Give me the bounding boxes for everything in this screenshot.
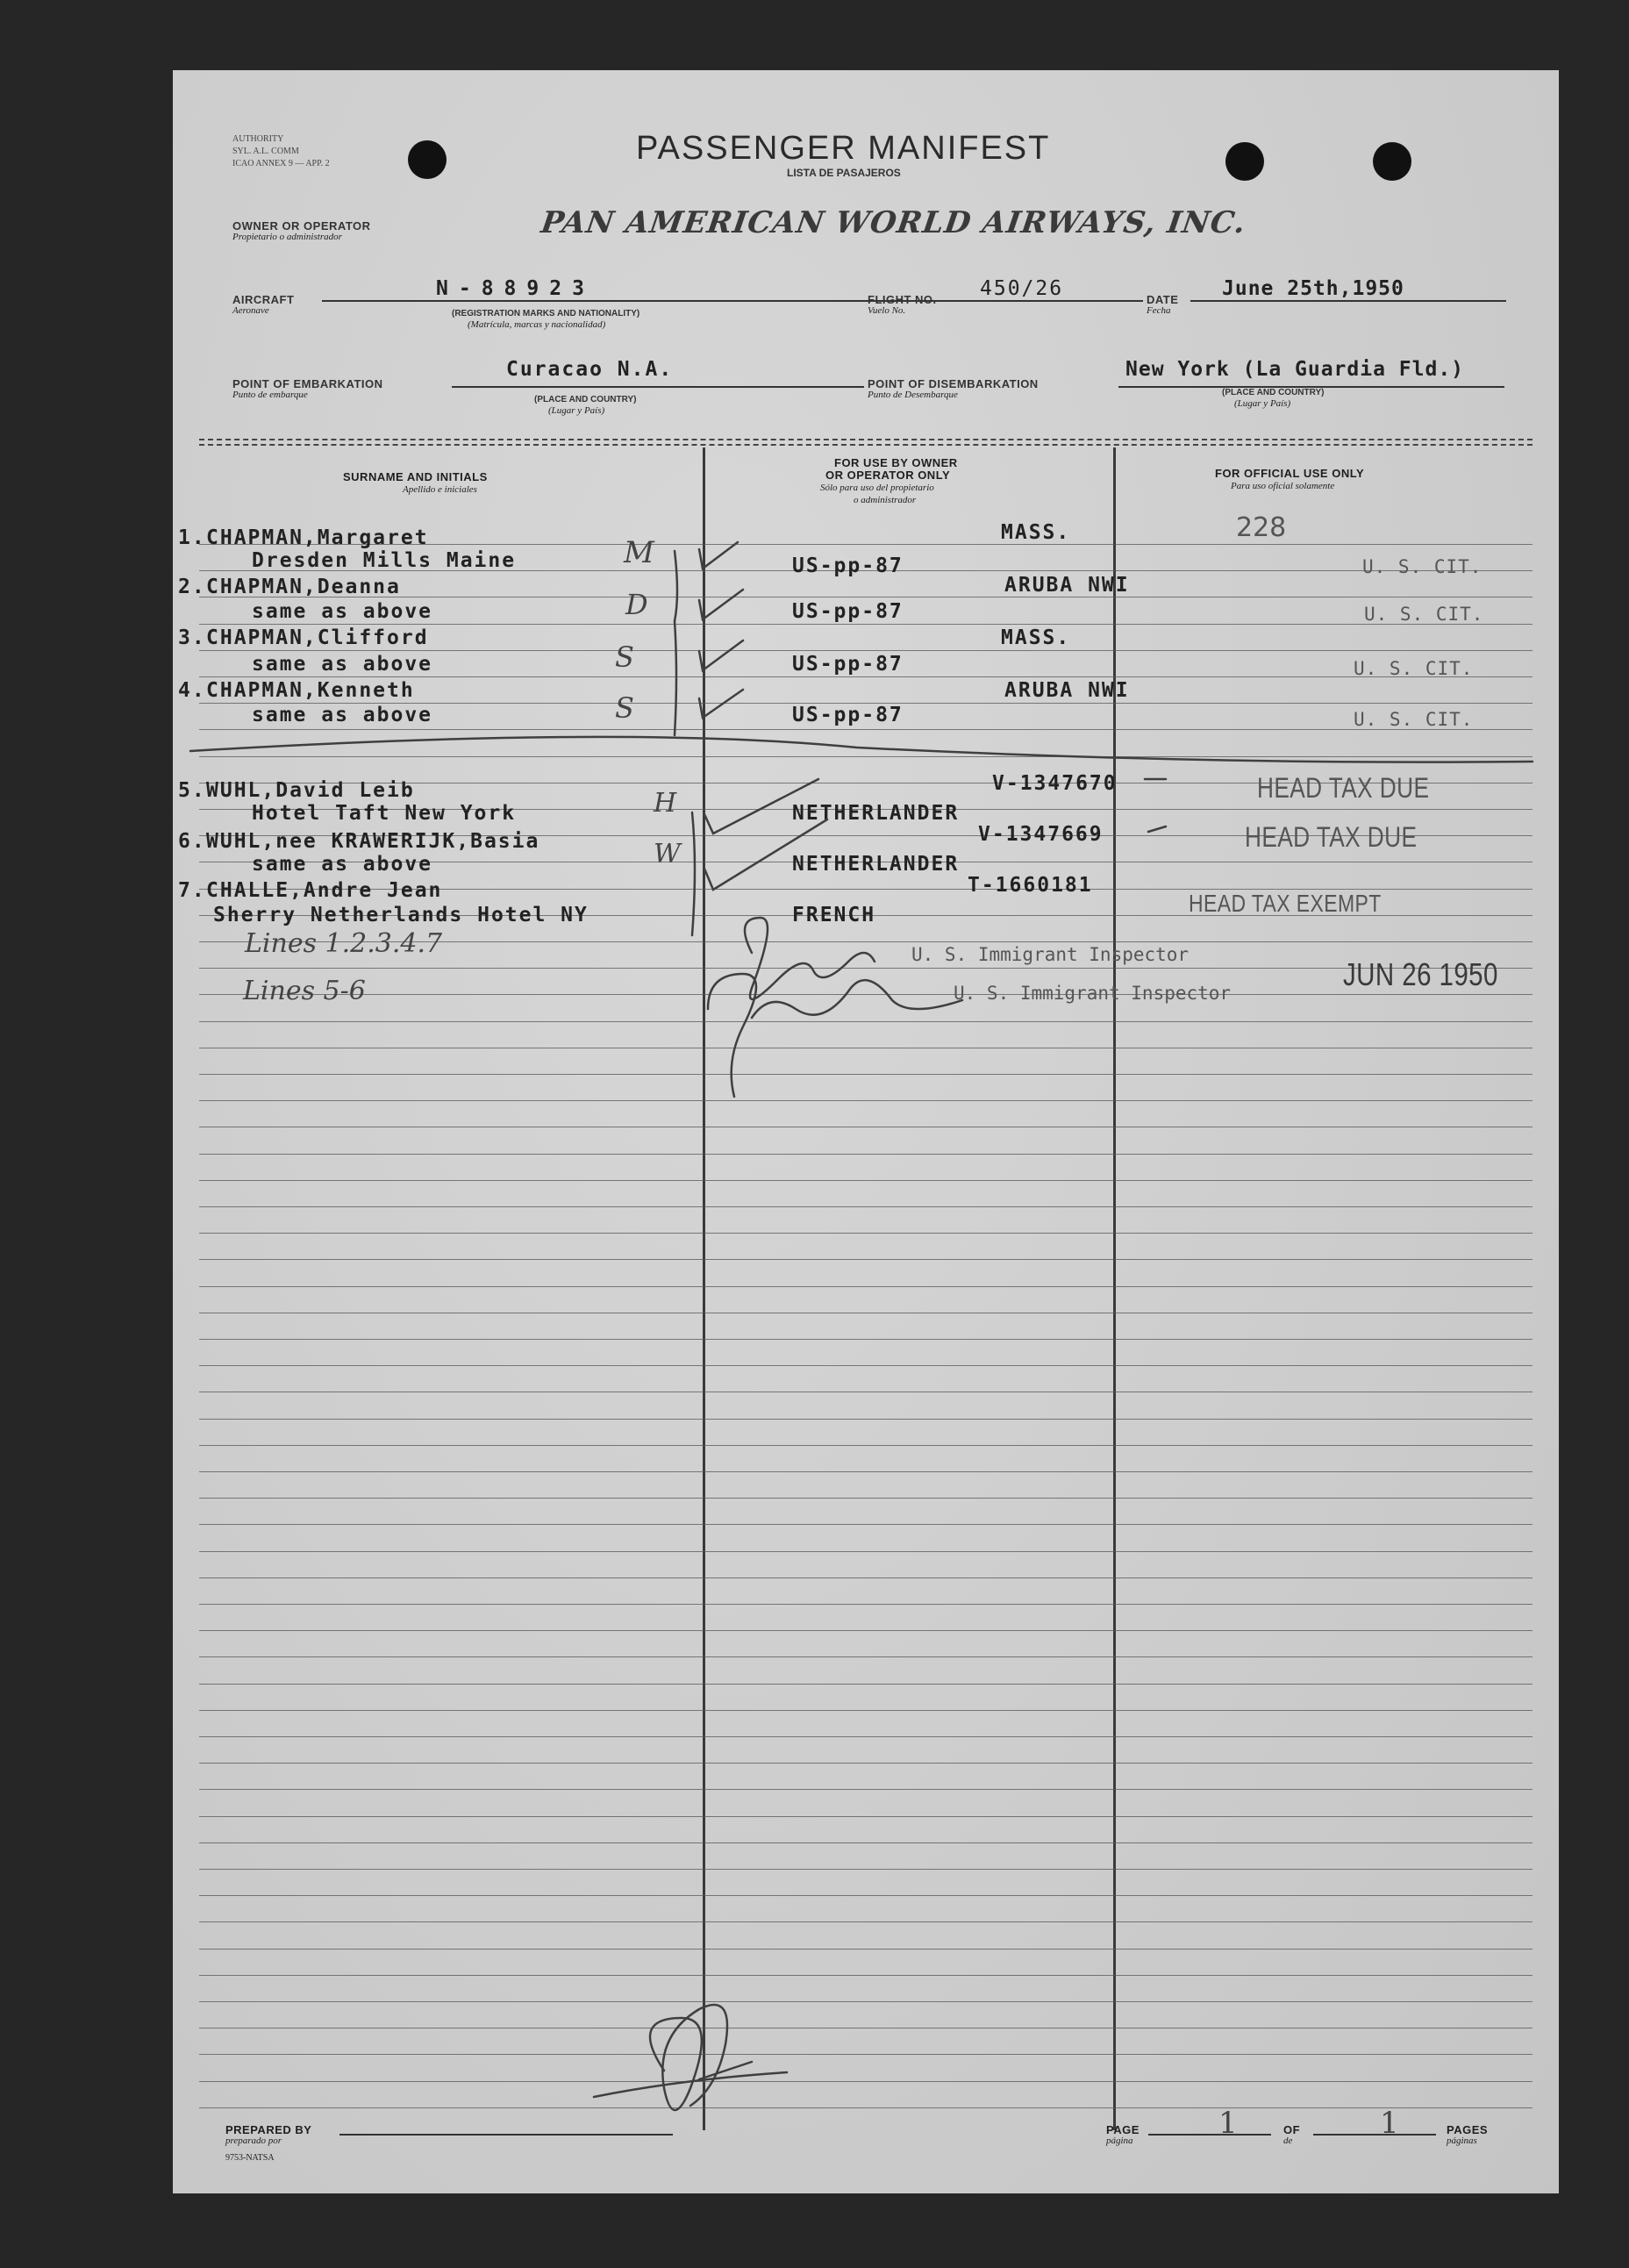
passenger-origin: MASS.	[1001, 521, 1071, 544]
flight-label-es: Vuelo No.	[868, 305, 906, 316]
passenger-origin: ARUBA NWI	[1004, 574, 1130, 597]
place-caption-es: (Lugar y País)	[1234, 398, 1291, 409]
passenger-number: 1.	[178, 526, 206, 549]
passenger-name: CHAPMAN,Deanna	[206, 576, 401, 598]
passenger-number: 6.	[178, 830, 206, 853]
date-label: DATE	[1147, 293, 1179, 306]
passenger-document: FRENCH	[792, 904, 876, 927]
aircraft-label: AIRCRAFT	[232, 293, 295, 306]
head-tax-stamp: HEAD TAX DUE	[1245, 821, 1418, 853]
column-header-owner-es-1: Sólo para uso del propietario	[820, 483, 934, 493]
passenger-number: 7.	[178, 879, 206, 902]
passenger-name: CHALLE,Andre Jean	[206, 879, 443, 902]
passenger-number: 2.	[178, 576, 206, 598]
owner-label-es: Propietario o administrador	[232, 232, 342, 242]
column-header-official-es: Para uso oficial solamente	[1231, 481, 1335, 491]
column-header-surname: SURNAME AND INITIALS	[343, 470, 488, 483]
embarkation-label: POINT OF EMBARKATION	[232, 377, 383, 390]
prepared-by-line	[339, 2134, 673, 2136]
dash-mark	[1148, 826, 1166, 832]
bracket-mark	[675, 621, 676, 735]
passenger-address: same as above	[252, 853, 433, 876]
column-header-official: FOR OFFICIAL USE ONLY	[1215, 467, 1365, 480]
owner-label: OWNER OR OPERATOR	[232, 219, 371, 233]
passenger-name: CHAPMAN,Margaret	[206, 526, 429, 549]
passenger-name: CHAPMAN,Clifford	[206, 626, 429, 649]
inspection-note: Lines 5-6	[243, 976, 366, 1006]
aircraft-value: N-88923	[436, 277, 595, 300]
passenger-address: same as above	[252, 600, 433, 623]
disembarkation-label-es: Punto de Desembarque	[868, 390, 958, 400]
passenger-status: U. S. CIT.	[1364, 604, 1484, 625]
passenger-number: 4.	[178, 679, 206, 702]
page-label: PAGE	[1106, 2123, 1140, 2136]
checkmark-icon	[699, 640, 743, 670]
passenger-mark: M	[624, 535, 654, 570]
checkmark-icon	[675, 551, 677, 621]
passenger-origin: ARUBA NWI	[1004, 679, 1130, 702]
passenger-name: WUHL,David Leib	[206, 779, 415, 802]
passenger-mark: S	[615, 691, 634, 725]
embarkation-value: Curacao N.A.	[506, 358, 674, 381]
passenger-address: same as above	[252, 653, 433, 676]
passenger-visa: V-1347669	[978, 823, 1104, 846]
column-header-surname-es: Apellido e iniciales	[403, 484, 477, 495]
underline-stroke	[190, 737, 1533, 762]
passenger-mark: H	[654, 788, 677, 819]
passenger-document: US-pp-87	[792, 600, 904, 623]
inspection-note: Lines 1.2.3.4.7	[245, 928, 443, 959]
checkmark-icon	[699, 542, 738, 569]
head-tax-stamp: HEAD TAX EXEMPT	[1189, 890, 1382, 917]
passenger-number: 5.	[178, 779, 206, 802]
passenger-visa: T-1660181	[968, 874, 1093, 897]
pages-label: PAGES	[1447, 2123, 1489, 2136]
column-header-owner-2: OR OPERATOR ONLY	[825, 469, 951, 482]
of-label: OF	[1283, 2123, 1301, 2136]
passenger-document: US-pp-87	[792, 653, 904, 676]
column-header-owner-es-2: o administrador	[854, 495, 917, 505]
bracket-mark	[692, 812, 695, 935]
passenger-document: US-pp-87	[792, 554, 904, 577]
passenger-name: CHAPMAN,Kenneth	[206, 679, 415, 702]
checkmark-icon	[704, 819, 827, 890]
pages-label-es: páginas	[1447, 2136, 1477, 2146]
embarkation-label-es: Punto de embarque	[232, 390, 308, 400]
passenger-number: 3.	[178, 626, 206, 649]
prepared-by-label: PREPARED BY	[225, 2123, 312, 2136]
head-tax-stamp: HEAD TAX DUE	[1257, 772, 1430, 804]
inspector-title: U. S. Immigrant Inspector	[911, 944, 1190, 965]
date-value: June 25th,1950	[1222, 277, 1404, 300]
manifest-paper	[173, 70, 1559, 2193]
passenger-document: NETHERLANDER	[792, 802, 960, 825]
form-code: 9753-NATSA	[225, 2153, 275, 2163]
aircraft-label-es: Aeronave	[232, 305, 269, 316]
registration-caption-es: (Matrícula, marcas y nacionalidad)	[468, 319, 606, 330]
passenger-status: U. S. CIT.	[1354, 709, 1474, 730]
of-line	[1313, 2134, 1436, 2136]
place-caption: (PLACE AND COUNTRY)	[1222, 388, 1325, 397]
passenger-visa: V-1347670	[992, 772, 1118, 795]
checkmark-icon	[704, 779, 818, 834]
of-value: 1	[1380, 2106, 1399, 2141]
official-number: 228	[1236, 512, 1287, 543]
date-label-es: Fecha	[1147, 305, 1171, 316]
prepared-by-label-es: preparado por	[225, 2136, 282, 2146]
place-caption: (PLACE AND COUNTRY)	[534, 395, 637, 404]
checkmark-icon	[699, 590, 743, 619]
corner-line: AUTHORITY	[232, 134, 284, 144]
passenger-mark: S	[615, 640, 634, 674]
corner-line: SYL. A.L. COMM	[232, 147, 299, 156]
page-label-es: página	[1106, 2136, 1133, 2146]
flight-label: FLIGHT NO.	[868, 293, 937, 306]
place-caption-es: (Lugar y País)	[548, 405, 605, 416]
passenger-mark: W	[654, 839, 681, 869]
underline-stroke	[594, 2072, 787, 2097]
flight-value: 450/26	[980, 277, 1064, 300]
passenger-address: Sherry Netherlands Hotel NY	[213, 904, 589, 927]
page-line	[1148, 2134, 1271, 2136]
passenger-address: Hotel Taft New York	[252, 802, 517, 825]
column-header-owner-1: FOR USE BY OWNER	[834, 456, 958, 469]
checkmark-icon	[699, 690, 743, 718]
passenger-address: same as above	[252, 704, 433, 726]
passenger-document: US-pp-87	[792, 704, 904, 726]
signature	[745, 918, 875, 999]
signature	[650, 2005, 752, 2110]
passenger-name: WUHL,nee KRAWERIJK,Basia	[206, 830, 540, 853]
passenger-address: Dresden Mills Maine	[252, 549, 517, 572]
passenger-mark: D	[625, 588, 648, 621]
disembarkation-value: New York (La Guardia Fld.)	[1125, 358, 1465, 381]
passenger-origin: MASS.	[1001, 626, 1071, 649]
disembarkation-label: POINT OF DISEMBARKATION	[868, 377, 1039, 390]
passenger-status: U. S. CIT.	[1362, 556, 1483, 577]
passenger-document: NETHERLANDER	[792, 853, 960, 876]
inspector-title: U. S. Immigrant Inspector	[954, 983, 1232, 1004]
page-value: 1	[1218, 2106, 1238, 2141]
page-title: PASSENGER MANIFEST	[636, 130, 1051, 167]
registration-caption: (REGISTRATION MARKS AND NATIONALITY)	[452, 309, 640, 318]
signature	[708, 974, 962, 1097]
page-title-es: LISTA DE PASAJEROS	[787, 167, 901, 179]
corner-line: ICAO ANNEX 9 — APP. 2	[232, 159, 330, 168]
passenger-status: U. S. CIT.	[1354, 658, 1474, 679]
operator-name: PAN AMERICAN WORLD AIRWAYS, INC.	[539, 205, 1248, 240]
of-label-es: de	[1283, 2136, 1293, 2146]
handwriting-marks	[173, 70, 1559, 2193]
inspection-date-stamp: JUN 26 1950	[1343, 956, 1498, 992]
